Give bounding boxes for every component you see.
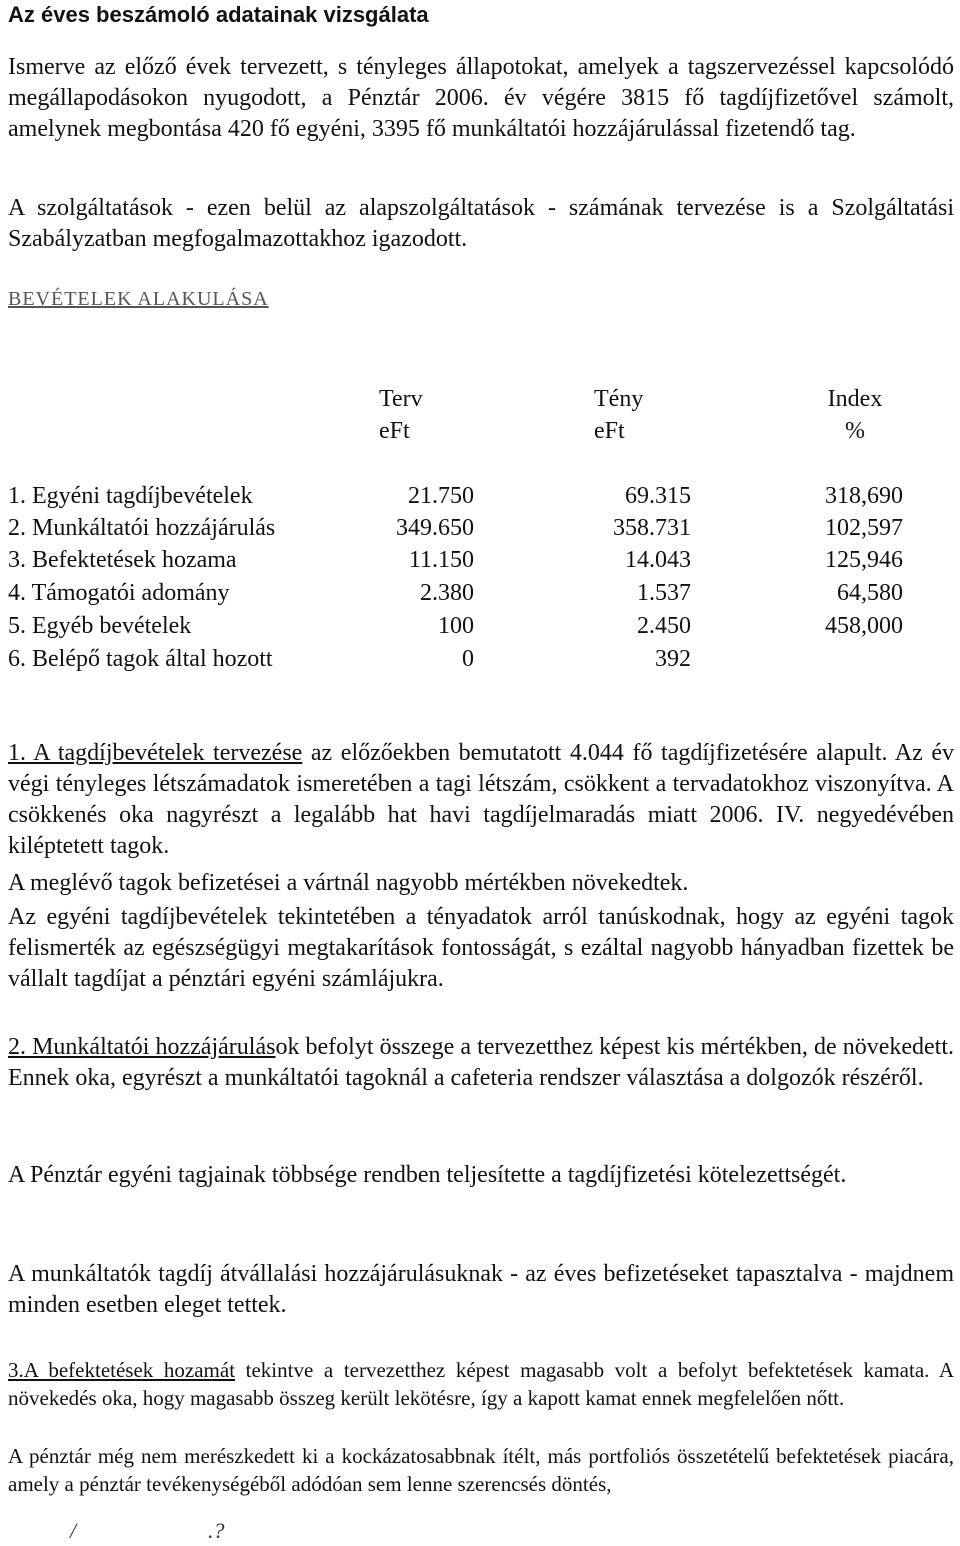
note-2-lead: 2. Munkáltatói hozzájárulás xyxy=(8,1034,276,1060)
row-teny: 14.043 xyxy=(625,547,691,573)
row-terv: 100 xyxy=(438,613,474,639)
row-terv: 11.150 xyxy=(408,547,474,573)
note-1-paragraph xyxy=(8,738,954,862)
header-teny-top: Tény xyxy=(594,386,644,412)
document-title: Az éves beszámoló adatainak vizsgálata xyxy=(8,2,429,27)
row-teny: 392 xyxy=(655,646,691,672)
row-terv: 349.650 xyxy=(396,515,474,541)
note-1-lead: 1. A tagdíjbevételek tervezése xyxy=(8,740,303,766)
row-index: 125,946 xyxy=(825,547,903,573)
table-row xyxy=(8,643,948,675)
section-heading: BEVÉTELEK ALAKULÁSA xyxy=(8,288,269,310)
row-label: 6. Belépő tagok által hozott xyxy=(8,646,273,672)
note-1-individual: Az egyéni tagdíjbevételek tekintetében a tényadatok arról tanúskodnak, hogy az egyéni tagok felismerték az egészségügyi megtakarítások fontosságát, s ezáltal nagyobb hányadban fizettek be vállalt tagdíjat a pénztári egyéni számlájukra. xyxy=(8,904,954,992)
note-2-paragraph xyxy=(8,1032,954,1094)
row-terv: 2.380 xyxy=(420,580,474,606)
row-teny: 1.537 xyxy=(637,580,691,606)
note-3-text: tekintve a tervezetthez képest magasabb volt a befolyt befektetések kamata. A növekedés oka, hogy magasabb összeg került lekötésre, így a kapott kamat ennek megfelelően nőtt. xyxy=(8,1358,955,1410)
row-index: 458,000 xyxy=(825,613,903,639)
note-2-text: ok befolyt összege a tervezetthez képest kis mértékben, de növekedett. Ennek oka, egyrészt a munkáltatói tagoknál a cafeteria rendszer választása a dolgozók részéről. xyxy=(8,1034,954,1091)
footer-mark-left: / xyxy=(70,1518,77,1543)
row-index: 64,580 xyxy=(837,580,903,606)
note-2-members: A Pénztár egyéni tagjainak többsége rendben teljesítette a tagdíjfizetési kötelezettségét. xyxy=(8,1162,847,1188)
row-teny: 69.315 xyxy=(625,483,691,509)
row-index: 318,690 xyxy=(825,483,903,509)
footer-mark-right: .? xyxy=(208,1518,225,1543)
row-label: 5. Egyéb bevételek xyxy=(8,613,192,639)
note-1-growth: A meglévő tagok befizetései a vártnál nagyobb mértékben növekedtek. xyxy=(8,870,689,896)
row-terv: 0 xyxy=(462,646,474,672)
row-label: 1. Egyéni tagdíjbevételek xyxy=(8,483,253,509)
intro-paragraph-1: Ismerve az előző évek tervezett, s tényleges állapotokat, amelyek a tagszervezéssel kapcsolódó megállapodásokon nyugodott, a Pénztár 2006. év végére 3815 fő tagdíjfizetővel számolt, amelynek megbontása 420 fő egyéni, 3395 fő munkáltatói hozzájárulással fizetendő tag. xyxy=(8,54,954,142)
note-3-paragraph xyxy=(8,1356,954,1412)
header-index-top: Index xyxy=(827,386,883,412)
header-terv-top: Terv xyxy=(379,386,423,412)
row-index: 102,597 xyxy=(825,515,903,541)
note-3-lead: 3.A befektetések hozamát xyxy=(8,1358,236,1382)
row-label: 4. Támogatói adomány xyxy=(8,580,230,606)
table-row xyxy=(8,512,948,544)
table-row xyxy=(8,480,948,512)
header-terv xyxy=(379,383,423,447)
note-1-text: az előzőekben bemutatott 4.044 fő tagdíjfizetésére alapult. Az év végi tényleges létszámadatok ismeretében a tagi létszám, csökkent a tervadatokhoz viszonyítva. A csökkenés oka nagyrészt a legalább hat havi tagdíjelmaradás miatt 2006. IV. negyedévében kiléptetett tagok. xyxy=(8,740,955,859)
row-label: 2. Munkáltatói hozzájárulás xyxy=(8,515,276,541)
header-index-unit: % xyxy=(845,418,865,444)
row-teny: 358.731 xyxy=(613,515,691,541)
header-index xyxy=(823,383,887,447)
row-label: 3. Befektetések hozama xyxy=(8,547,237,573)
table-row xyxy=(8,544,948,576)
header-teny-unit: eFt xyxy=(594,418,625,444)
table-row xyxy=(8,610,948,642)
row-terv: 21.750 xyxy=(408,483,474,509)
note-2-employers: A munkáltatók tagdíj átvállalási hozzájárulásuknak - az éves befizetéseket tapasztalva - majdnem minden esetben eleget tettek. xyxy=(8,1261,954,1318)
intro-paragraph-2: A szolgáltatások - ezen belül az alapszolgáltatások - számának tervezése is a Szolgáltatási Szabályzatban megfogalmazottakhoz igazodott. xyxy=(8,195,954,252)
table-row xyxy=(8,577,948,609)
note-3-portfolio: A pénztár még nem merészkedett ki a kockázatosabbnak ítélt, más portfoliós összetételű befektetések piacára, amely a pénztár tevékenységéből adódóan sem lenne szerencsés döntés, xyxy=(8,1444,954,1496)
header-terv-unit: eFt xyxy=(379,418,410,444)
header-teny xyxy=(594,383,643,447)
row-teny: 2.450 xyxy=(637,613,691,639)
